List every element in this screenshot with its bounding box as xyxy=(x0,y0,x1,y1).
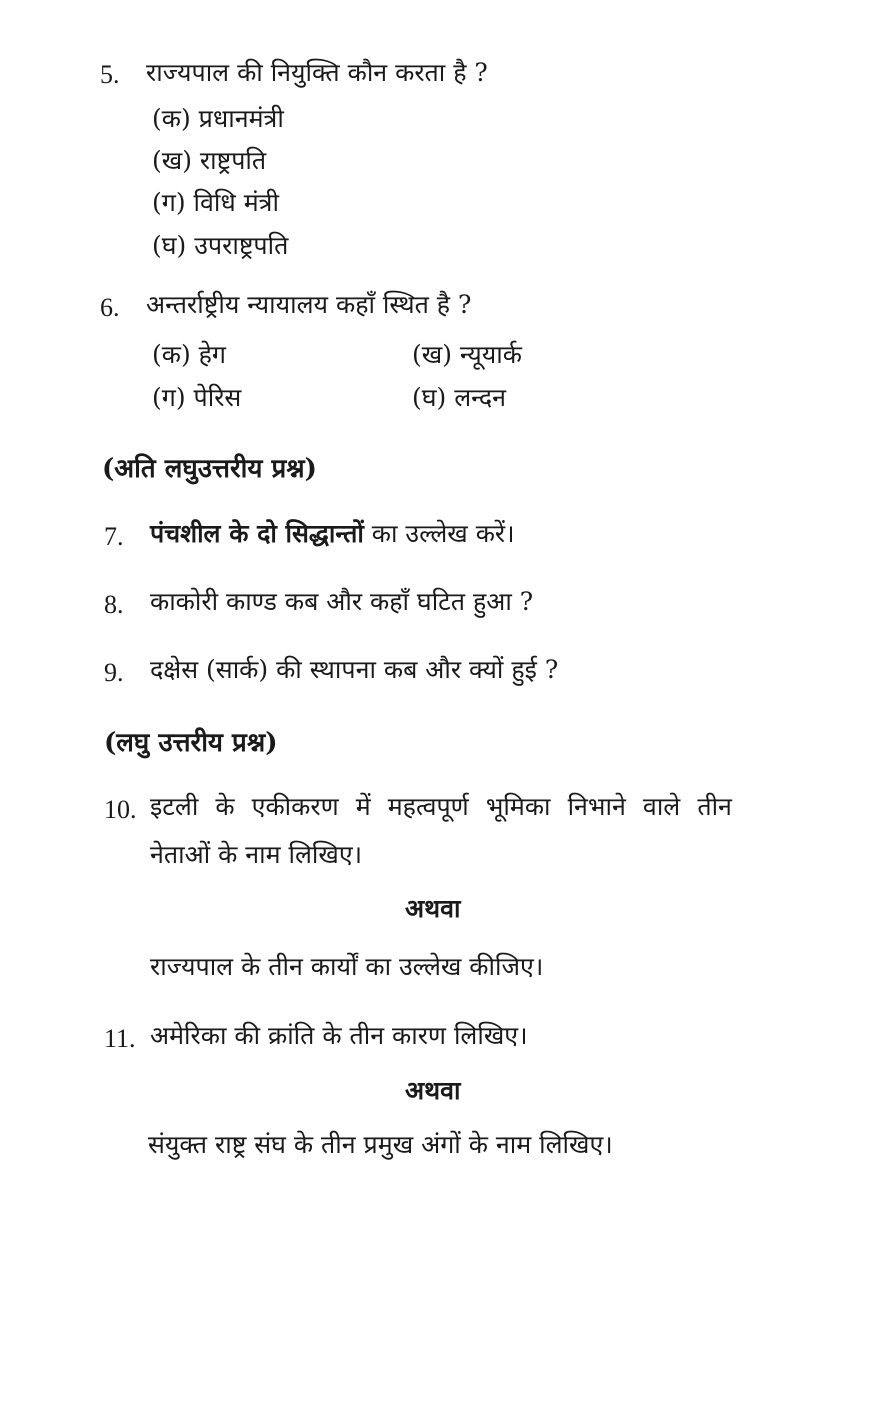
question-9-number: 9. xyxy=(104,658,124,687)
section-heading-very-short: (अति लघुउत्तरीय प्रश्न) xyxy=(102,454,317,484)
question-10-word: महत्वपूर्ण xyxy=(387,792,469,821)
question-10-word: में xyxy=(355,792,371,821)
question-5-text: राज्यपाल की नियुक्ति कौन करता है ? xyxy=(146,58,488,87)
question-5-number: 5. xyxy=(100,60,120,89)
question-10-word: इटली xyxy=(150,792,199,821)
question-7-text xyxy=(150,521,515,546)
question-5-option-a: (क) प्रधानमंत्री xyxy=(152,104,284,133)
question-10-word: भूमिका xyxy=(485,792,551,821)
question-11-alternative: संयुक्त राष्ट्र संघ के तीन प्रमुख अंगों के नाम लिखिए। xyxy=(148,1130,613,1159)
question-10-or-label: अथवा xyxy=(405,894,461,923)
question-10-alternative: राज्यपाल के तीन कार्यों का उल्लेख कीजिए। xyxy=(150,952,544,981)
question-10-number: 10. xyxy=(104,795,137,824)
question-10-line-1 xyxy=(150,794,732,819)
question-6-option-c: (ग) पेरिस xyxy=(152,383,242,412)
question-11-text: अमेरिका की क्रांति के तीन कारण लिखिए। xyxy=(150,1021,528,1050)
question-11-or-label: अथवा xyxy=(405,1076,461,1105)
question-5-option-c: (ग) विधि मंत्री xyxy=(152,188,279,217)
question-10-word: एकीकरण xyxy=(251,792,339,821)
question-10-word: तीन xyxy=(697,792,732,821)
question-11-number: 11. xyxy=(104,1024,136,1053)
question-10-word: के xyxy=(215,792,235,821)
question-5-option-b: (ख) राष्ट्रपति xyxy=(152,146,267,175)
question-10-line-2: नेताओं के नाम लिखिए। xyxy=(150,840,363,869)
question-10-word: वाले xyxy=(642,792,681,821)
question-6-option-d: (घ) लन्दन xyxy=(412,383,507,412)
question-6-option-b: (ख) न्यूयार्क xyxy=(412,340,522,369)
question-8-text: काकोरी काण्ड कब और कहाँ घटित हुआ ? xyxy=(150,587,534,616)
question-8-number: 8. xyxy=(104,590,124,619)
question-6-text: अन्तर्राष्ट्रीय न्यायालय कहाँ स्थित है ? xyxy=(146,290,472,319)
question-6-number: 6. xyxy=(100,293,120,322)
question-7-text-rest: का उल्लेख करें। xyxy=(363,519,515,548)
question-7-number: 7. xyxy=(104,522,124,551)
question-7-text-bold: पंचशील के दो सिद्धान्तों xyxy=(150,519,364,548)
question-9-text: दक्षेस (सार्क) की स्थापना कब और क्यों हुई ? xyxy=(150,655,559,684)
question-6-option-a: (क) हेग xyxy=(152,340,227,369)
question-10-word: निभाने xyxy=(567,792,626,821)
section-heading-short: (लघु उत्तरीय प्रश्न) xyxy=(104,728,278,758)
question-5-option-d: (घ) उपराष्ट्रपति xyxy=(152,231,289,260)
